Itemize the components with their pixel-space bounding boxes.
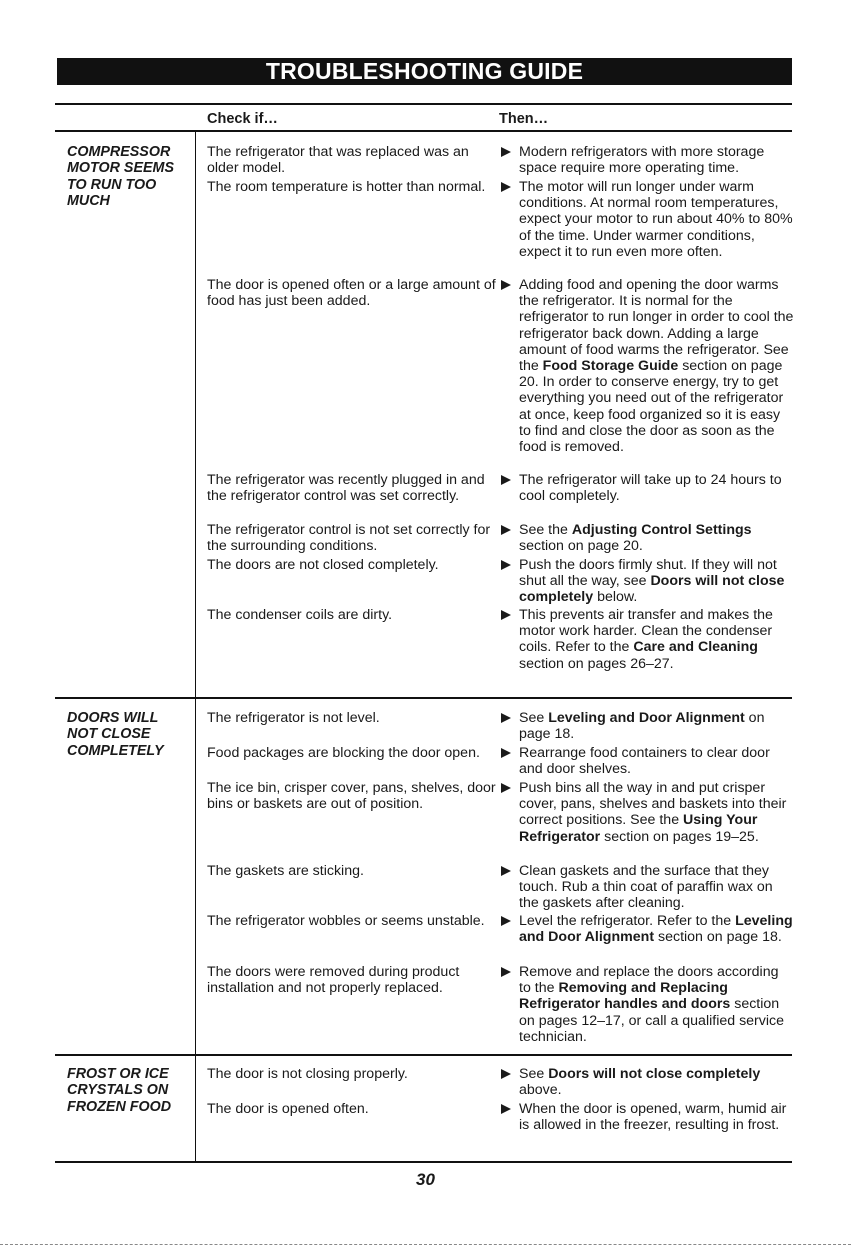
then-text: Adding food and opening the door warms the refrigerator. It is normal for the refrigerator to run longer in order to cool the refrigerator back down. Adding a large amount of food warms the refrigerator. See the Food Storage Guide section on page 20. In order to conserve energy, try to get everything you need out of the refrigerator at once, keep food organized so it is easy to find and close the door as soon as the food is removed.	[519, 277, 794, 456]
then-cell	[499, 557, 794, 606]
then-cell	[499, 964, 794, 1045]
then-text: The refrigerator will take up to 24 hours to cool completely.	[519, 472, 782, 505]
header-top-rule	[55, 103, 792, 105]
section-rule	[55, 1054, 792, 1056]
table-bottom-rule	[55, 1161, 792, 1163]
then-cell	[499, 472, 794, 504]
arrow-right-icon	[501, 783, 511, 793]
arrow-right-icon	[501, 916, 511, 926]
then-text: Clean gaskets and the surface that they touch. Rub a thin coat of paraffin wax on the gaskets after cleaning.	[519, 863, 773, 912]
then-cell	[499, 913, 794, 945]
then-text: Push the doors firmly shut. If they will not shut all the way, see Doors will not close completely below.	[519, 557, 785, 606]
check-cell: The doors are not closed completely.	[207, 557, 439, 573]
then-text: Remove and replace the doors according to the Removing and Replacing Refrigerator handles and doors section on pages 12–17, or call a qualified service technician.	[519, 964, 785, 1045]
check-cell: The doors were removed during product installation and not properly replaced.	[207, 964, 460, 997]
check-cell: The ice bin, crisper cover, pans, shelves, door bins or baskets are out of position.	[207, 780, 496, 813]
arrow-right-icon	[501, 866, 511, 876]
then-cell	[499, 745, 794, 777]
then-cell	[499, 863, 794, 912]
then-cell	[499, 144, 794, 176]
then-text: This prevents air transfer and makes the motor work harder. Clean the condenser coils. Refer to the Care and Cleaning section on pages 26–27.	[519, 607, 773, 672]
arrow-right-icon	[501, 280, 511, 290]
check-cell: The door is not closing properly.	[207, 1066, 408, 1082]
check-cell: Food packages are blocking the door open.	[207, 745, 480, 761]
arrow-right-icon	[501, 1104, 511, 1114]
then-cell	[499, 522, 794, 554]
arrow-right-icon	[501, 610, 511, 620]
check-cell: The gaskets are sticking.	[207, 863, 364, 879]
then-text: Modern refrigerators with more storage space require more operating time.	[519, 144, 765, 177]
then-cell	[499, 710, 794, 742]
section-rule	[55, 697, 792, 699]
bottom-dashed-edge	[0, 1244, 851, 1246]
then-text: Rearrange food containers to clear door and door shelves.	[519, 745, 770, 778]
then-text: Level the refrigerator. Refer to the Leveling and Door Alignment section on page 18.	[519, 913, 793, 946]
then-cell	[499, 1066, 794, 1098]
arrow-right-icon	[501, 147, 511, 157]
check-cell: The refrigerator is not level.	[207, 710, 380, 726]
arrow-right-icon	[501, 1069, 511, 1079]
page-number: 30	[416, 1170, 435, 1189]
arrow-right-icon	[501, 182, 511, 192]
arrow-right-icon	[501, 967, 511, 977]
arrow-right-icon	[501, 475, 511, 485]
arrow-right-icon	[501, 748, 511, 758]
then-cell	[499, 1101, 794, 1133]
then-text: See the Adjusting Control Settings section on page 20.	[519, 522, 752, 555]
then-cell	[499, 607, 794, 672]
check-cell: The refrigerator control is not set correctly for the surrounding conditions.	[207, 522, 491, 555]
then-text: Push bins all the way in and put crisper cover, pans, shelves and baskets into their correct positions. See the Using Your Refrigerator section on pages 19–25.	[519, 780, 787, 845]
problem-title: COMPRESSOR MOTOR SEEMS TO RUN TOO MUCH	[67, 144, 174, 209]
check-cell: The door is opened often or a large amount of food has just been added.	[207, 277, 496, 310]
check-cell: The refrigerator was recently plugged in and the refrigerator control was set correctly.	[207, 472, 485, 505]
check-cell: The refrigerator wobbles or seems unstable.	[207, 913, 485, 929]
column-header-check: Check if…	[207, 111, 278, 127]
then-cell	[499, 277, 794, 455]
then-text: When the door is opened, warm, humid air is allowed in the freezer, resulting in frost.	[519, 1101, 787, 1134]
check-cell: The room temperature is hotter than normal.	[207, 179, 486, 195]
then-cell	[499, 179, 794, 260]
arrow-right-icon	[501, 560, 511, 570]
check-cell: The condenser coils are dirty.	[207, 607, 393, 623]
then-text: See Doors will not close completely above.	[519, 1066, 761, 1099]
then-text: See Leveling and Door Alignment on page 18.	[519, 710, 765, 743]
header-bottom-rule	[55, 130, 792, 132]
check-cell: The refrigerator that was replaced was an older model.	[207, 144, 469, 177]
then-text: The motor will run longer under warm conditions. At normal room temperatures, expect your motor to run about 40% to 80% of the time. Under warmer conditions, expect it to run even more often.	[519, 179, 793, 260]
then-cell	[499, 780, 794, 845]
column-divider	[195, 131, 196, 1162]
page-banner-title: TROUBLESHOOTING GUIDE	[57, 58, 792, 85]
problem-title: DOORS WILL NOT CLOSE COMPLETELY	[67, 710, 164, 759]
check-cell: The door is opened often.	[207, 1101, 369, 1117]
column-header-then: Then…	[499, 111, 549, 127]
problem-title: FROST OR ICE CRYSTALS ON FROZEN FOOD	[67, 1066, 172, 1115]
arrow-right-icon	[501, 525, 511, 535]
arrow-right-icon	[501, 713, 511, 723]
